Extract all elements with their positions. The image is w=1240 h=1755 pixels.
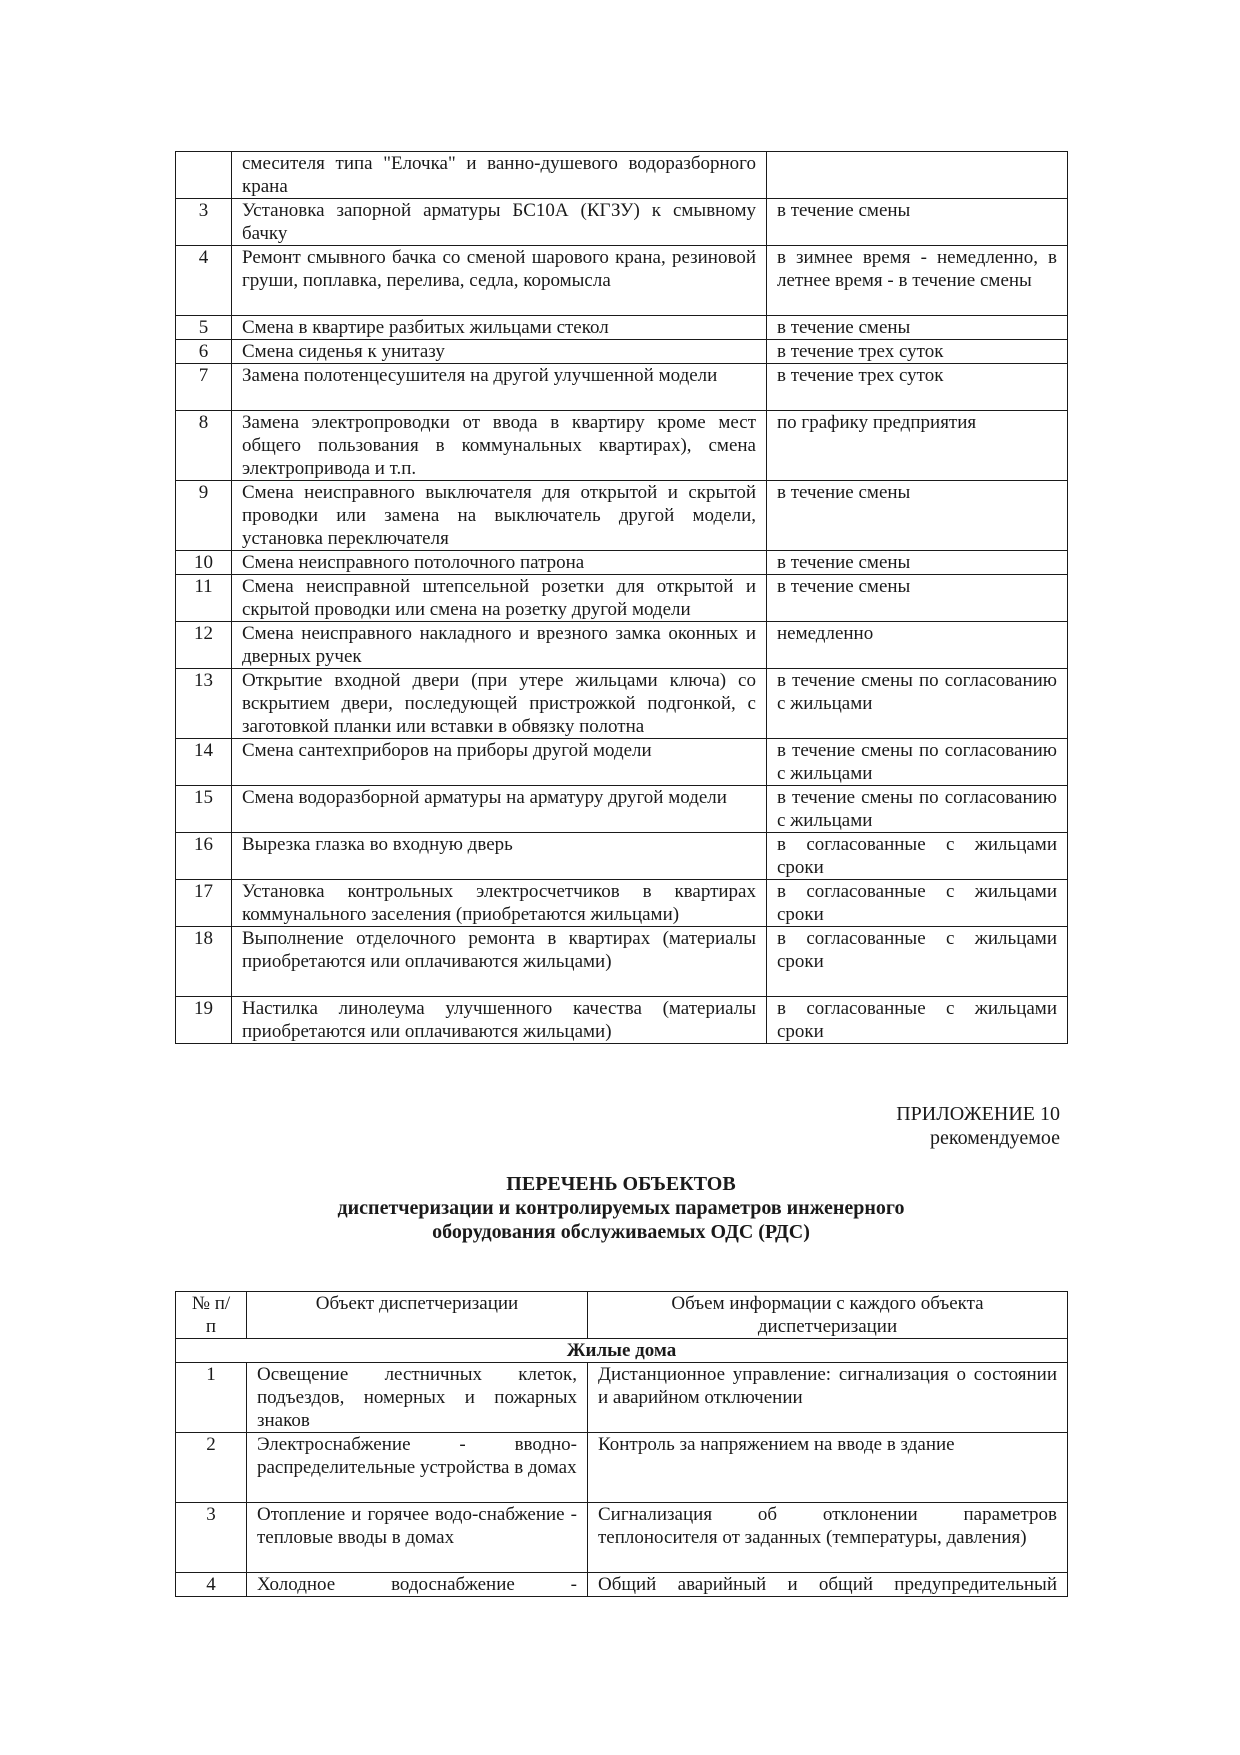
work-description: Смена водоразборной арматуры на арматуру другой модели [232,786,767,833]
work-term: в течение трех суток [767,364,1068,411]
table-row [176,575,1068,622]
work-description: Смена сантехприборов на приборы другой модели [232,739,767,786]
work-description: Смена неисправной штепсельной розетки для открытой и скрытой проводки или смена на розетку другой модели [232,575,767,622]
dispatch-info: Сигнализация об отклонении параметров теплоносителя от заданных (температуры, давления) [588,1503,1068,1573]
table-row [176,316,1068,340]
row-number: 10 [176,551,232,575]
table-row [176,1503,1068,1573]
work-term: в течение смены по согласованию с жильцами [767,669,1068,739]
work-description: Ремонт смывного бачка со сменой шарового крана, резиновой груши, поплавка, перелива, седла, коромысла [232,246,767,316]
row-number: 1 [176,1363,247,1433]
work-term: в течение трех суток [767,340,1068,364]
table-row [176,199,1068,246]
row-number: 6 [176,340,232,364]
table-row [176,833,1068,880]
dispatch-info: Контроль за напряжением на вводе в здание [588,1433,1068,1503]
work-description: Вырезка глазка во входную дверь [232,833,767,880]
work-description: Замена электропроводки от ввода в квартиру кроме мест общего пользования в коммунальных квартирах), смена электропривода и т.п. [232,411,767,481]
title-subtitle-line1: диспетчеризации и контролируемых параметров инженерного [337,1197,905,1219]
row-number: 7 [176,364,232,411]
table-row [176,927,1068,997]
section-title: Жилые дома [176,1339,1068,1363]
work-term: в согласованные с жильцами сроки [767,997,1068,1044]
row-number: 4 [176,246,232,316]
section-row [176,1339,1068,1363]
table-row [176,1573,1068,1597]
work-term: в согласованные с жильцами сроки [767,833,1068,880]
row-number: 9 [176,481,232,551]
work-term: в течение смены [767,575,1068,622]
work-description: Замена полотенцесушителя на другой улучшенной модели [232,364,767,411]
work-term: в согласованные с жильцами сроки [767,927,1068,997]
row-number: 15 [176,786,232,833]
repair-works-table [175,151,1068,1044]
work-description: Смена неисправного потолочного патрона [232,551,767,575]
work-description: Смена сиденья к унитазу [232,340,767,364]
work-term: в согласованные с жильцами сроки [767,880,1068,927]
work-term: в течение смены [767,481,1068,551]
work-description: Смена неисправного выключателя для открытой и скрытой проводки или замена на выключатель другой модели, установка переключателя [232,481,767,551]
work-description: Настилка линолеума улучшенного качества (материалы приобретаются или оплачиваются жильцами) [232,997,767,1044]
table-row [176,669,1068,739]
table-row [176,246,1068,316]
row-number: 4 [176,1573,247,1597]
table-row [176,340,1068,364]
title-main: ПЕРЕЧЕНЬ ОБЪЕКТОВ [506,1173,736,1195]
row-number: 16 [176,833,232,880]
table-row [176,786,1068,833]
work-term: в течение смены по согласованию с жильцами [767,739,1068,786]
work-term: в зимнее время - немедленно, в летнее время - в течение смены [767,246,1068,316]
header-info: Объем информации с каждого объекта диспетчеризации [588,1292,1068,1339]
work-description: смесителя типа "Елочка" и ванно-душевого водоразборного крана [232,152,767,199]
work-term: по графику предприятия [767,411,1068,481]
row-number: 11 [176,575,232,622]
dispatch-object: Электроснабжение - вводно-распределительные устройства в домах [247,1433,588,1503]
work-description: Смена в квартире разбитых жильцами стекол [232,316,767,340]
table-row [176,1433,1068,1503]
header-object: Объект диспетчеризации [247,1292,588,1339]
row-number: 14 [176,739,232,786]
row-number: 5 [176,316,232,340]
dispatch-info: Общий аварийный и общий предупредительный [588,1573,1068,1597]
dispatch-info: Дистанционное управление: сигнализация о состоянии и аварийном отключении [588,1363,1068,1433]
table-row [176,1363,1068,1433]
work-term: в течение смены [767,199,1068,246]
title-subtitle-line2: оборудования обслуживаемых ОДС (РДС) [432,1221,810,1243]
appendix-label [896,1102,1060,1150]
dispatch-object: Освещение лестничных клеток, подъездов, номерных и пожарных знаков [247,1363,588,1433]
row-number: 18 [176,927,232,997]
work-term: в течение смены по согласованию с жильцами [767,786,1068,833]
work-term: в течение смены [767,551,1068,575]
row-number: 13 [176,669,232,739]
row-number: 3 [176,199,232,246]
table-row [176,152,1068,199]
header-num: № п/п [176,1292,247,1339]
table-row [176,481,1068,551]
dispatch-objects-table [175,1291,1068,1597]
work-description: Установка запорной арматуры БС10А (КГЗУ) к смывному бачку [232,199,767,246]
row-number: 12 [176,622,232,669]
work-description: Открытие входной двери (при утере жильцами ключа) со вскрытием двери, последующей пристрожкой подгонкой, с заготовкой планки или вставки в обвязку полотна [232,669,767,739]
work-term [767,152,1068,199]
dispatch-object: Холодное водоснабжение - [247,1573,588,1597]
row-number [176,152,232,199]
table-header-row [176,1292,1068,1339]
table-row [176,551,1068,575]
table-row [176,411,1068,481]
table-row [176,997,1068,1044]
work-description: Смена неисправного накладного и врезного замка оконных и дверных ручек [232,622,767,669]
appendix-number: ПРИЛОЖЕНИЕ 10 [896,1103,1060,1125]
table-row [176,622,1068,669]
appendix-status: рекомендуемое [930,1127,1060,1149]
row-number: 2 [176,1433,247,1503]
work-description: Установка контрольных электросчетчиков в квартирах коммунального заселения (приобретаются жильцами) [232,880,767,927]
table-row [176,880,1068,927]
row-number: 19 [176,997,232,1044]
dispatch-object: Отопление и горячее водо-снабжение - тепловые вводы в домах [247,1503,588,1573]
row-number: 8 [176,411,232,481]
row-number: 17 [176,880,232,927]
page-title [175,1172,1067,1244]
table-row [176,739,1068,786]
work-description: Выполнение отделочного ремонта в квартирах (материалы приобретаются или оплачиваются жильцами) [232,927,767,997]
work-term: в течение смены [767,316,1068,340]
work-term: немедленно [767,622,1068,669]
table-row [176,364,1068,411]
row-number: 3 [176,1503,247,1573]
